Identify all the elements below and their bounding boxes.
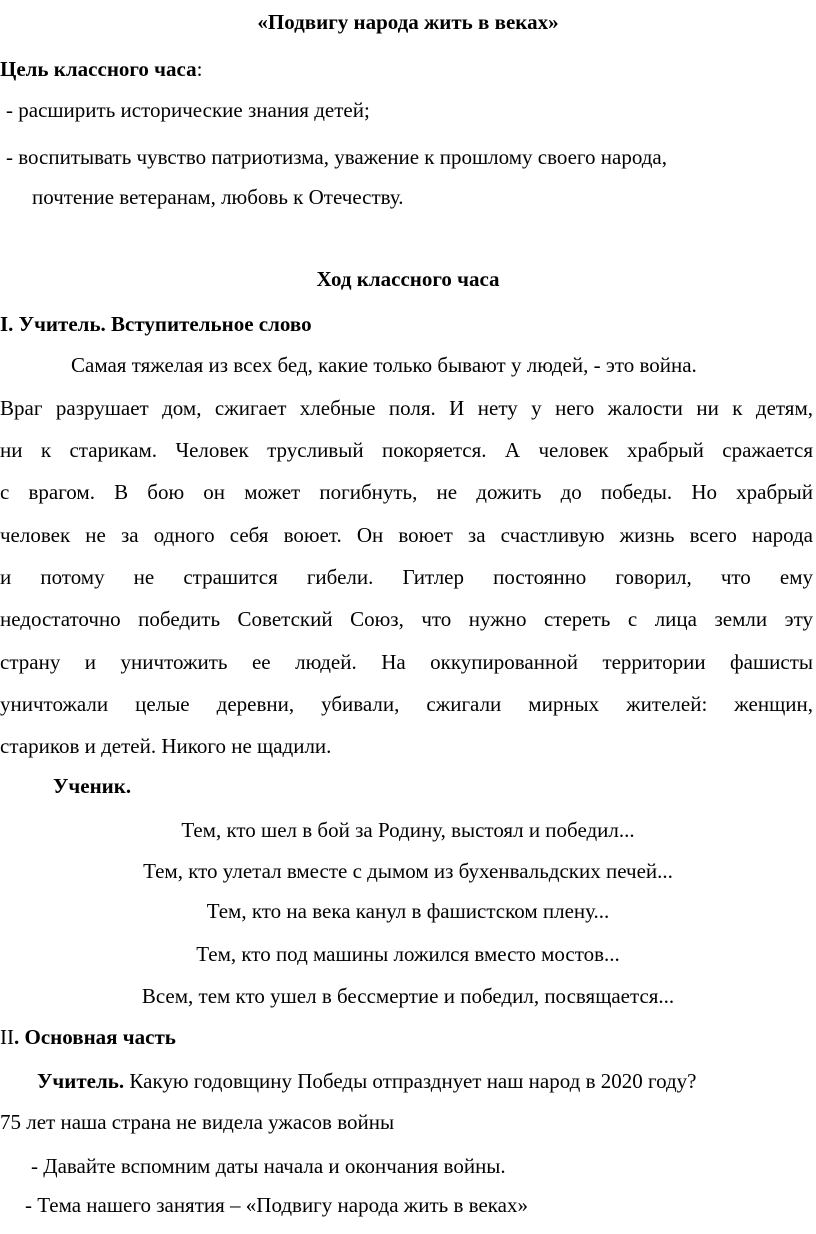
poem-line: Всем, тем кто ушел в бессмертие и победил, посвящается... bbox=[141, 984, 675, 1008]
teacher-label: Учитель. bbox=[37, 1069, 125, 1093]
paragraph-line: ни к старикам. Человек трусливый покоряется. А человек храбрый сражается bbox=[0, 438, 813, 462]
section-2-title: . Основная часть bbox=[14, 1025, 176, 1049]
paragraph-line: стариков и детей. Никого не щадили. bbox=[0, 734, 332, 758]
paragraph-line: Враг разрушает дом, сжигает хлебные поля. И нету у него жалости ни к детям, bbox=[0, 396, 813, 420]
section-2-heading bbox=[0, 1024, 176, 1050]
goal-item: - воспитывать чувство патриотизма, уважение к прошлому своего народа, bbox=[6, 145, 667, 169]
paragraph-line: с врагом. В бою он может погибнуть, не дожить до победы. Но храбрый bbox=[0, 480, 813, 504]
paragraph-line: недостаточно победить Советский Союз, что нужно стереть с лица земли эту bbox=[0, 607, 813, 631]
paragraph-line: страну и уничтожить ее людей. На оккупированной территории фашисты bbox=[0, 650, 813, 674]
section-2-item: - Тема нашего занятия – «Подвигу народа жить в веках» bbox=[25, 1193, 528, 1217]
section-2-item: - Давайте вспомним даты начала и окончания войны. bbox=[31, 1154, 506, 1178]
poem-line: Тем, кто улетал вместе с дымом из бухенвальдских печей... bbox=[143, 859, 673, 883]
paragraph-line: и потому не страшится гибели. Гитлер постоянно говорил, что ему bbox=[0, 565, 813, 589]
goal-heading bbox=[0, 56, 202, 82]
poem-line: Тем, кто на века канул в фашистском плену... bbox=[206, 899, 610, 923]
paragraph-line: уничтожали целые деревни, убивали, сжигали мирных жителей: женщин, bbox=[0, 692, 813, 716]
student-label: Ученик. bbox=[53, 774, 132, 798]
course-heading: Ход классного часа bbox=[316, 267, 500, 291]
section-2-numeral: II bbox=[0, 1025, 14, 1049]
answer-text: 75 лет наша страна не видела ужасов войны bbox=[0, 1110, 395, 1134]
goal-colon: : bbox=[196, 57, 203, 81]
goal-item: - расширить исторические знания детей; bbox=[6, 98, 370, 122]
poem-line: Тем, кто шел в бой за Родину, выстоял и победил... bbox=[181, 818, 635, 842]
section-1-heading: I. Учитель. Вступительное слово bbox=[0, 312, 312, 336]
goal-label: Цель классного часа bbox=[0, 57, 197, 81]
paragraph-line: человек не за одного себя воюет. Он воюет за счастливую жизнь всего народа bbox=[0, 523, 813, 547]
document-title: «Подвигу народа жить в веках» bbox=[257, 10, 559, 34]
poem-line: Тем, кто под машины ложился вместо мостов... bbox=[196, 942, 620, 966]
teacher-question bbox=[37, 1068, 696, 1094]
question-text: Какую годовщину Победы отпразднует наш народ в 2020 году? bbox=[124, 1069, 697, 1093]
goal-item-continuation: почтение ветеранам, любовь к Отечеству. bbox=[32, 185, 404, 209]
paragraph-line: Самая тяжелая из всех бед, какие только бывают у людей, - это война. bbox=[71, 353, 697, 377]
